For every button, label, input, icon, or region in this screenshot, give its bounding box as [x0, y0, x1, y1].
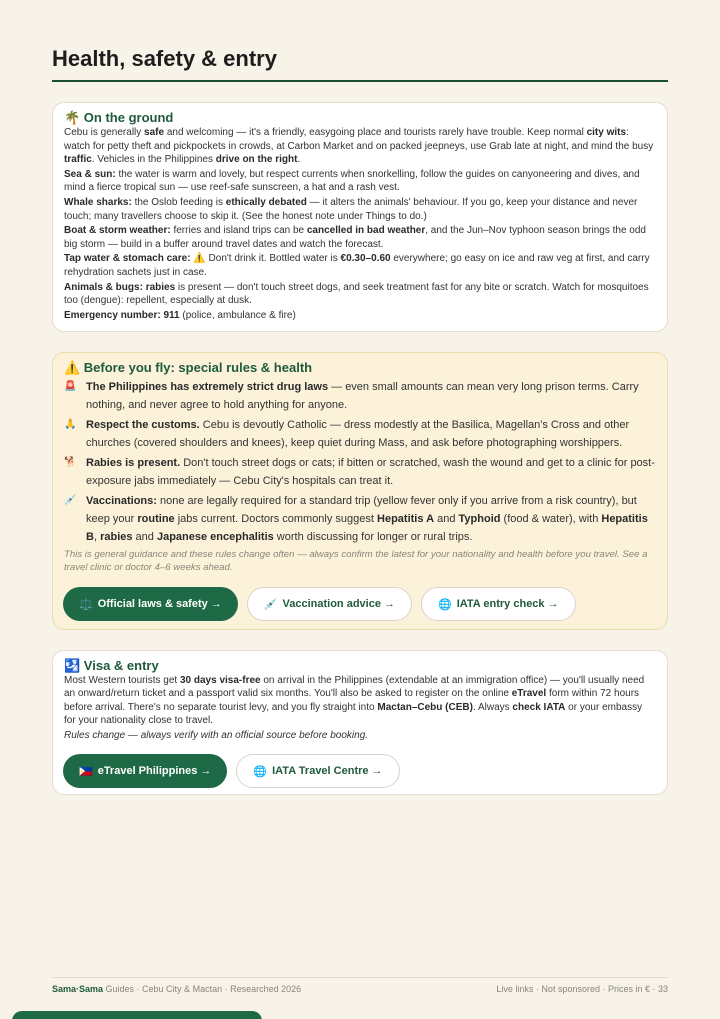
text: Cebu is devoutly Catholic — dress modestly at the Basilica, Magellan's Cross and other churches (covered shoulders and knees), keep quiet during Mass, and ask before photographing worshippers. — [86, 419, 630, 449]
text: form within 72 hours before arrival. There's no separate tourist levy, and you fly straight into — [64, 688, 640, 713]
text: ferries and island trips can be — [170, 225, 307, 237]
bold-text: Vaccinations: — [86, 495, 157, 507]
animals-bugs-paragraph — [64, 281, 656, 308]
visa-entry-card — [52, 650, 668, 795]
visa-entry-title: 🛂 Visa & entry — [64, 658, 159, 673]
bold-text: safe — [144, 127, 165, 138]
text: and — [132, 531, 157, 543]
button-label: eTravel Philippines → — [97, 765, 212, 777]
bold-text: Respect the customs. — [86, 419, 200, 431]
drug-laws-item — [64, 378, 656, 414]
text: — it alters the animals' behaviour. If you go, keep your distance and never touch; many travellers choose to skip it. (See the honest note under Things to do.) — [64, 196, 638, 222]
bold-text: Mactan–Cebu (CEB) — [377, 701, 473, 713]
visa-note: Rules change — always verify with an official source before booking. — [64, 730, 369, 742]
footer-guide-text: Guides · Cebu City & Mactan · Researched 2026 — [103, 984, 302, 994]
button-label: Official laws & safety → — [97, 598, 222, 610]
iata-entry-check-button[interactable] — [421, 587, 576, 621]
syringe-icon: 💉 — [64, 495, 77, 506]
rule-text — [86, 378, 656, 414]
sea-sun-paragraph — [64, 168, 656, 195]
text: is present — don't touch street dogs, and seek treatment fast for any bite or scratch. Watch for mosquitoes too (dengue): repellent, especially at dusk. — [64, 281, 649, 307]
text: jabs current. Doctors commonly suggest — [174, 513, 378, 525]
text: (food & water), with — [500, 513, 602, 525]
philippines-flag-icon: 🇵🇭 — [79, 765, 93, 778]
bold-text: routine — [137, 513, 175, 525]
rule-text — [86, 492, 656, 546]
bottom-action-bar[interactable] — [12, 1011, 262, 1019]
text: none are legally required for a standard trip (yellow fever only if you arrive from a risk country), but keep your — [86, 495, 637, 525]
bold-text: Emergency number: — [64, 309, 161, 321]
vaccinations-item — [64, 492, 656, 546]
text: Don't touch street dogs or cats; if bitten or scratched, wash the wound and get to a clinic for post-exposure jabs immediately — Cebu City's hospitals can treat it. — [86, 457, 655, 487]
before-you-fly-buttons — [63, 587, 576, 621]
text: or your embassy for your nationality close to travel. — [64, 701, 643, 726]
bold-text: Whale sharks: — [64, 196, 132, 208]
bold-text: Japanese encephalitis — [156, 531, 274, 543]
button-label: IATA Travel Centre → — [272, 765, 383, 777]
rabies-item — [64, 454, 656, 490]
before-you-fly-note: This is general guidance and these rules change often — always confirm the latest for your nationality and health before you travel. See a travel clinic or doctor 4–6 weeks ahead. — [64, 549, 648, 573]
bold-text: eTravel — [511, 688, 547, 700]
bold-text: Boat & storm weather: — [64, 225, 171, 237]
text: . Vehicles in the Philippines — [91, 154, 216, 166]
text: worth discussing for longer or rural trips. — [273, 531, 473, 543]
official-laws-button[interactable] — [63, 587, 238, 621]
rule-text — [86, 454, 656, 490]
etravel-button[interactable] — [63, 754, 227, 788]
brand-name: Sama·Sama — [52, 984, 104, 994]
bold-text: 30 days visa-free — [179, 675, 261, 686]
footer-right: Live links · Not sponsored · Prices in € · 33 — [496, 984, 668, 994]
text: ⚠️ Don't drink it. Bottled water is — [190, 253, 341, 265]
bold-text: Sea & sun: — [64, 168, 116, 180]
text: the Oslob feeding is — [131, 196, 226, 208]
text: , — [93, 531, 101, 543]
bold-text: The Philippines has extremely strict drug laws — [86, 381, 329, 393]
bold-text: city wits — [586, 127, 627, 138]
globe-icon: 🌐 — [438, 598, 452, 611]
bold-text: check IATA — [512, 701, 566, 713]
globe-icon: 🌐 — [253, 765, 268, 778]
bold-text: Typhoid — [458, 513, 501, 525]
emergency-number-paragraph — [64, 309, 656, 323]
on-the-ground-title: 🌴 On the ground — [64, 110, 174, 125]
ground-intro — [64, 126, 656, 167]
button-label: IATA entry check → — [456, 598, 559, 610]
text: . Always — [472, 701, 513, 713]
tap-water-paragraph — [64, 252, 656, 279]
text: and — [434, 513, 459, 525]
before-you-fly-card — [52, 352, 668, 630]
vaccination-advice-button[interactable] — [247, 587, 412, 621]
button-label: Vaccination advice → — [282, 598, 396, 610]
text: on arrival in the Philippines (extendable at an immigration office) — you'll usually need an onward/return ticket and a passport valid six months. You'll also be asked to register on the online — [64, 675, 645, 700]
footer-divider — [52, 977, 668, 978]
on-the-ground-card — [52, 102, 668, 332]
bold-text: rabies — [145, 281, 176, 293]
bold-text: ethically debated — [225, 196, 307, 208]
visa-buttons — [63, 754, 400, 788]
text: and welcoming — it's a friendly, easygoing place and tourists rarely have trouble. Keep normal — [164, 127, 587, 138]
bold-text: traffic — [64, 154, 92, 166]
boat-weather-paragraph — [64, 224, 656, 251]
text: Most Western tourists get — [64, 675, 180, 686]
text: (police, ambulance & fire) — [179, 309, 296, 321]
text: , and the Jun–Nov typhoon season brings the odd big storm — build in a buffer around travel dates and watch the forecast. — [64, 225, 646, 250]
bold-text: cancelled in bad weather — [306, 225, 426, 237]
siren-icon: 🚨 — [64, 381, 77, 392]
text: : watch for petty theft and pickpockets in crowds, at Carbon Market and on packed jeepneys, use Grab late at night, and mind the busy — [64, 127, 654, 152]
whale-sharks-paragraph — [64, 196, 656, 223]
bold-text: Hepatitis A — [377, 513, 435, 525]
text: . — [297, 154, 301, 166]
bold-text: rabies — [100, 531, 133, 543]
bold-text: Hepatitis B — [86, 513, 648, 543]
dog-icon: 🐕 — [64, 457, 77, 468]
bold-text: Tap water & stomach care: — [64, 253, 191, 265]
page-title: Health, safety & entry — [52, 46, 277, 71]
text: everywhere; go easy on ice and raw veg at first, and carry rehydration sachets just in case. — [64, 253, 650, 278]
footer-left — [52, 984, 301, 994]
visa-body — [64, 674, 656, 727]
bold-text: 911 — [163, 309, 180, 321]
praying-hands-icon: 🙏 — [64, 419, 77, 430]
text: Cebu is generally — [64, 127, 145, 138]
text: the water is warm and lovely, but respect currents when snorkelling, follow the guides on canyoneering and dives, and mind a fierce tropical sun — use reef-safe sunscreen, a hat and a rash vest. — [64, 168, 640, 194]
bold-text: €0.30–0.60 — [340, 253, 391, 265]
text: — even small amounts can mean very long prison terms. Carry nothing, and never agree to hold anything for anyone. — [86, 381, 639, 411]
bold-text: drive on the right — [215, 154, 298, 166]
scales-icon: ⚖️ — [79, 598, 93, 611]
syringe-icon: 💉 — [263, 598, 278, 611]
bold-text: Animals & bugs: — [64, 281, 143, 293]
bold-text: Rabies is present. — [86, 457, 181, 469]
rule-text — [86, 416, 656, 452]
before-you-fly-title: ⚠️ Before you fly: special rules & health — [64, 360, 313, 375]
customs-item — [64, 416, 656, 452]
title-divider — [52, 80, 668, 82]
iata-travel-centre-button[interactable] — [236, 754, 399, 788]
